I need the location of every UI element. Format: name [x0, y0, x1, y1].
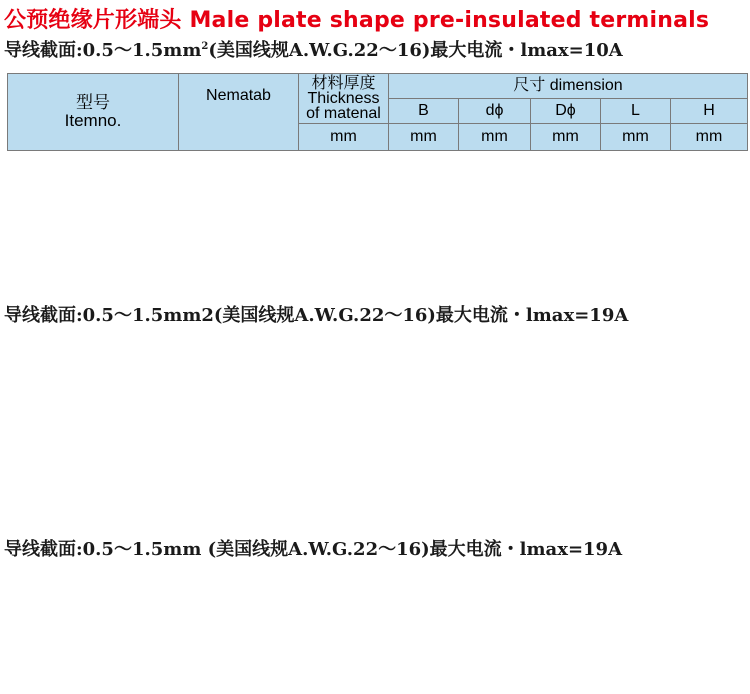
d-small-header: dϕ [459, 99, 531, 124]
l-header: L [601, 99, 671, 124]
thickness-header [299, 74, 389, 124]
d-large-header: Dϕ [531, 99, 601, 124]
thickness-unit: mm [299, 124, 389, 151]
d-large-unit: mm [531, 124, 601, 151]
itemno-header [8, 74, 179, 151]
h-unit: mm [671, 124, 748, 151]
itemno-header-cn: 型号 [76, 93, 110, 113]
nematab-header-label: Nematab [206, 87, 271, 104]
section-1-subtitle [4, 36, 623, 60]
header-row [8, 74, 748, 99]
section-3-subtitle [4, 535, 622, 559]
section-3-subtitle-pre: 导线截面:0.5～1.5mm (美国线规A.W.G.22～16)最大电流・lmax=19A [4, 539, 623, 560]
spec-table-1 [7, 73, 748, 151]
l-unit: mm [601, 124, 671, 151]
b-unit: mm [389, 124, 459, 151]
h-header: H [671, 99, 748, 124]
d-small-unit: mm [459, 124, 531, 151]
dimension-header: 尺寸 dimension [389, 74, 748, 99]
section-2-subtitle-pre: 导线截面:0.5～1.5mm2(美国线规A.W.G.22～16)最大电流・lmax=19A [4, 305, 629, 326]
nematab-header [179, 74, 299, 151]
thickness-header-en-2: of matenal [306, 105, 381, 122]
b-header: B [389, 99, 459, 124]
section-2-subtitle [4, 301, 628, 325]
section-1-subtitle-post: (美国线规A.W.G.22～16)最大电流・lmax=10A [208, 40, 623, 61]
itemno-header-en: Itemno. [64, 111, 122, 130]
thickness-header-cn: 材料厚度 [311, 75, 376, 92]
thickness-header-en-1: Thickness [307, 90, 380, 107]
page-title: 公预绝缘片形端头 Male plate shape pre-insulated terminals [4, 8, 710, 33]
section-1-subtitle-sup: 2 [201, 41, 209, 52]
section-1-subtitle-pre: 导线截面:0.5～1.5mm [4, 40, 202, 61]
